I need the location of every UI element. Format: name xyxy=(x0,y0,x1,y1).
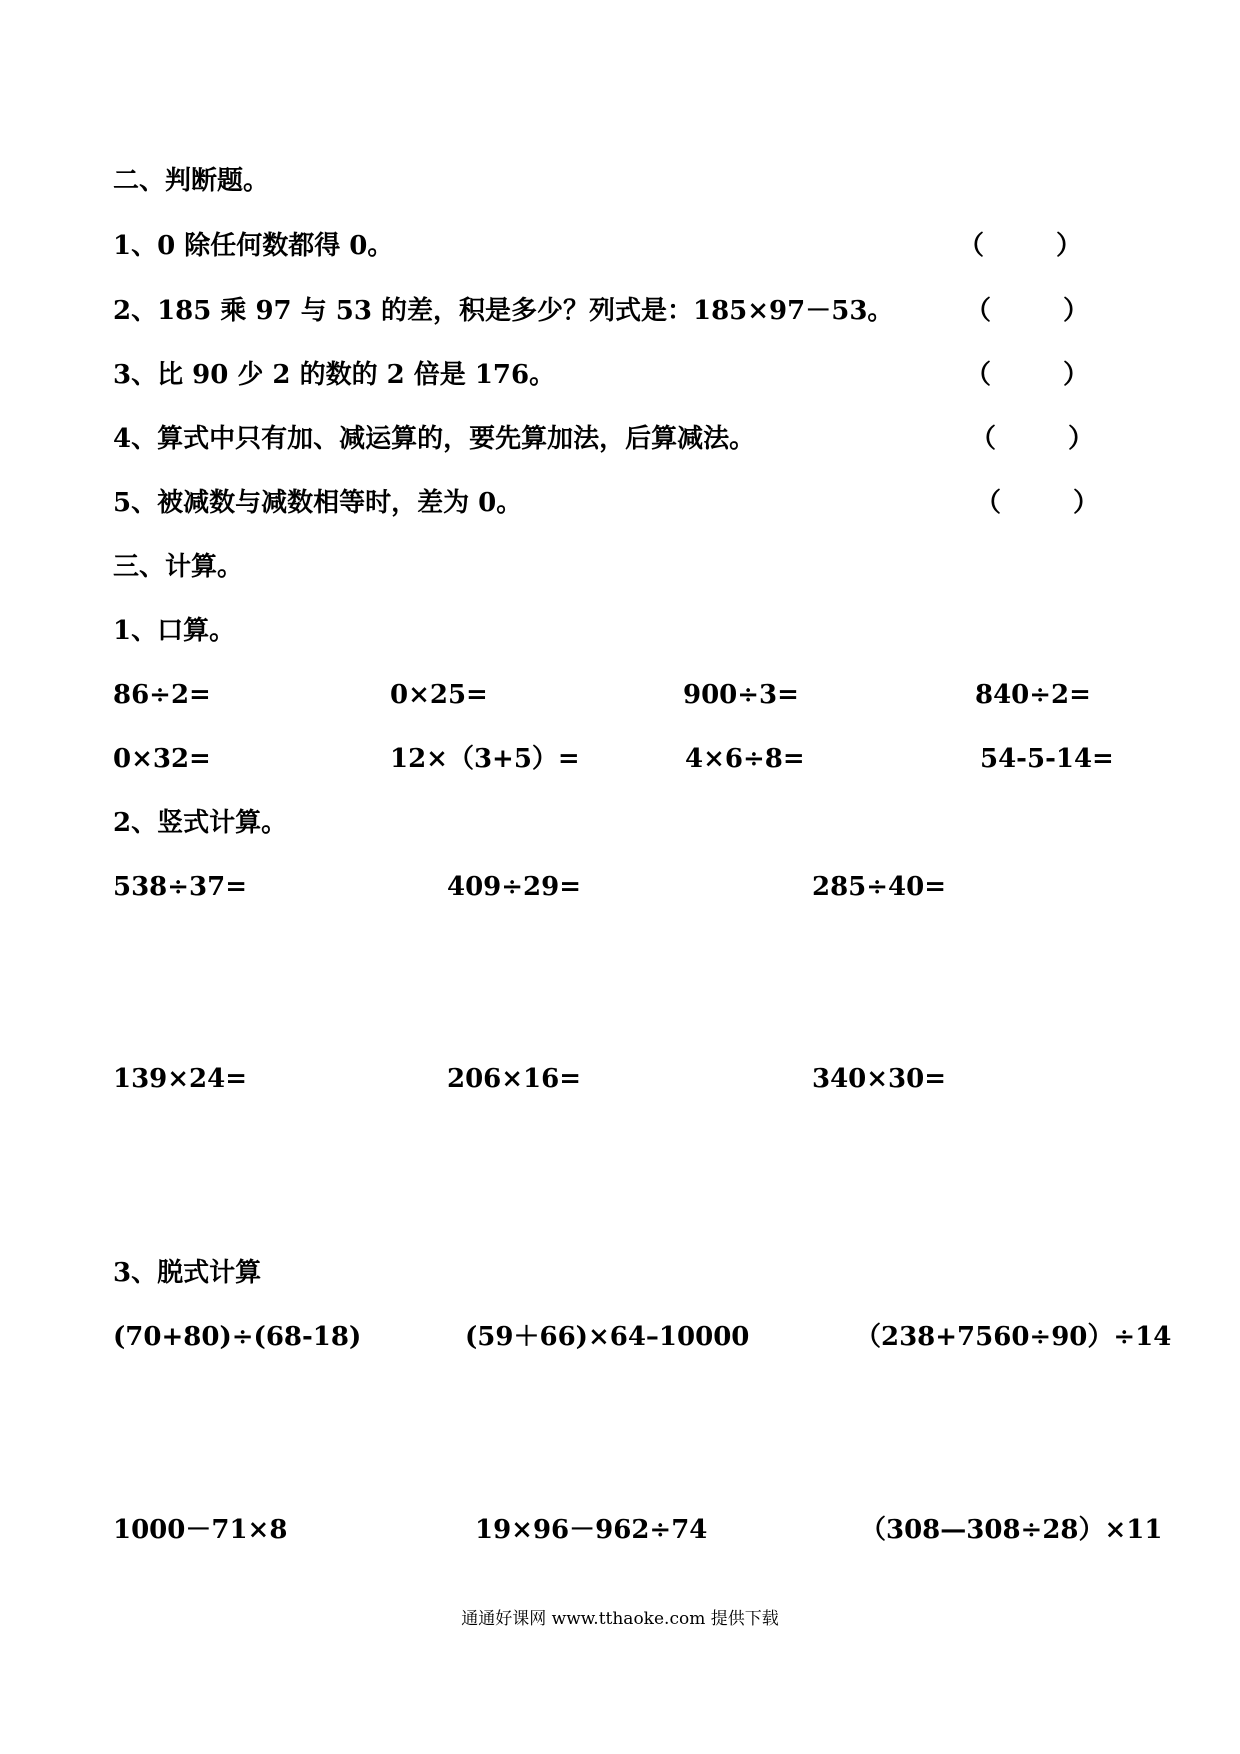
oral-calc-title: 1、口算。 xyxy=(113,616,236,646)
judgment-item-2: 2、185 乘 97 与 53 的差，积是多少？列式是：185×97－53。 xyxy=(113,296,894,326)
stepwise-problem: (70+80)÷(68-18) xyxy=(113,1322,362,1352)
answer-blank-2[interactable] xyxy=(965,298,1089,324)
stepwise-problem: 1000－71×8 xyxy=(113,1515,288,1545)
oral-problem: 86÷2= xyxy=(113,680,211,710)
oral-problem: 900÷3= xyxy=(683,680,799,710)
footer-text: 通通好课网 www.tthaoke.com 提供下载 xyxy=(461,1609,779,1629)
answer-blank-3[interactable] xyxy=(965,362,1089,388)
paren-close: ） xyxy=(1068,424,1095,454)
oral-problem: 0×25= xyxy=(390,680,488,710)
answer-blank-5[interactable] xyxy=(975,490,1099,516)
oral-problem: 12×（3+5）= xyxy=(390,744,580,774)
oral-problem: 54-5-14= xyxy=(980,744,1114,774)
paren-open: （ xyxy=(958,231,985,261)
answer-blank-1[interactable] xyxy=(958,233,1082,259)
oral-problem: 0×32= xyxy=(113,744,211,774)
vertical-problem: 206×16= xyxy=(447,1064,582,1094)
judgment-item-1: 1、0 除任何数都得 0。 xyxy=(113,231,394,261)
oral-problem: 840÷2= xyxy=(975,680,1091,710)
vertical-problem: 139×24= xyxy=(113,1064,248,1094)
paren-open: （ xyxy=(970,424,997,454)
vertical-calc-title: 2、竖式计算。 xyxy=(113,808,288,838)
vertical-problem: 285÷40= xyxy=(812,872,947,902)
stepwise-problem: （238+7560÷90）÷14 xyxy=(855,1322,1172,1352)
stepwise-problem: (59＋66)×64–10000 xyxy=(465,1322,750,1352)
paren-open: （ xyxy=(965,360,992,390)
stepwise-problem: （308—308÷28）×11 xyxy=(860,1515,1163,1545)
paren-open: （ xyxy=(965,296,992,326)
judgment-item-3: 3、比 90 少 2 的数的 2 倍是 176。 xyxy=(113,360,556,390)
section-title-judgment: 二、判断题。 xyxy=(113,166,270,196)
paren-close: ） xyxy=(1063,360,1090,390)
vertical-problem: 409÷29= xyxy=(447,872,582,902)
judgment-item-5: 5、被减数与减数相等时，差为 0。 xyxy=(113,488,523,518)
vertical-problem: 340×30= xyxy=(812,1064,947,1094)
vertical-problem: 538÷37= xyxy=(113,872,248,902)
paren-close: ） xyxy=(1073,488,1100,518)
stepwise-problem: 19×96－962÷74 xyxy=(475,1515,708,1545)
paren-close: ） xyxy=(1063,296,1090,326)
oral-problem: 4×6÷8= xyxy=(685,744,805,774)
answer-blank-4[interactable] xyxy=(970,426,1094,452)
paren-close: ） xyxy=(1056,231,1083,261)
stepwise-calc-title: 3、脱式计算 xyxy=(113,1258,262,1288)
paren-open: （ xyxy=(975,488,1002,518)
section-title-calc: 三、计算。 xyxy=(113,552,244,582)
judgment-item-4: 4、算式中只有加、减运算的，要先算加法，后算减法。 xyxy=(113,424,756,454)
